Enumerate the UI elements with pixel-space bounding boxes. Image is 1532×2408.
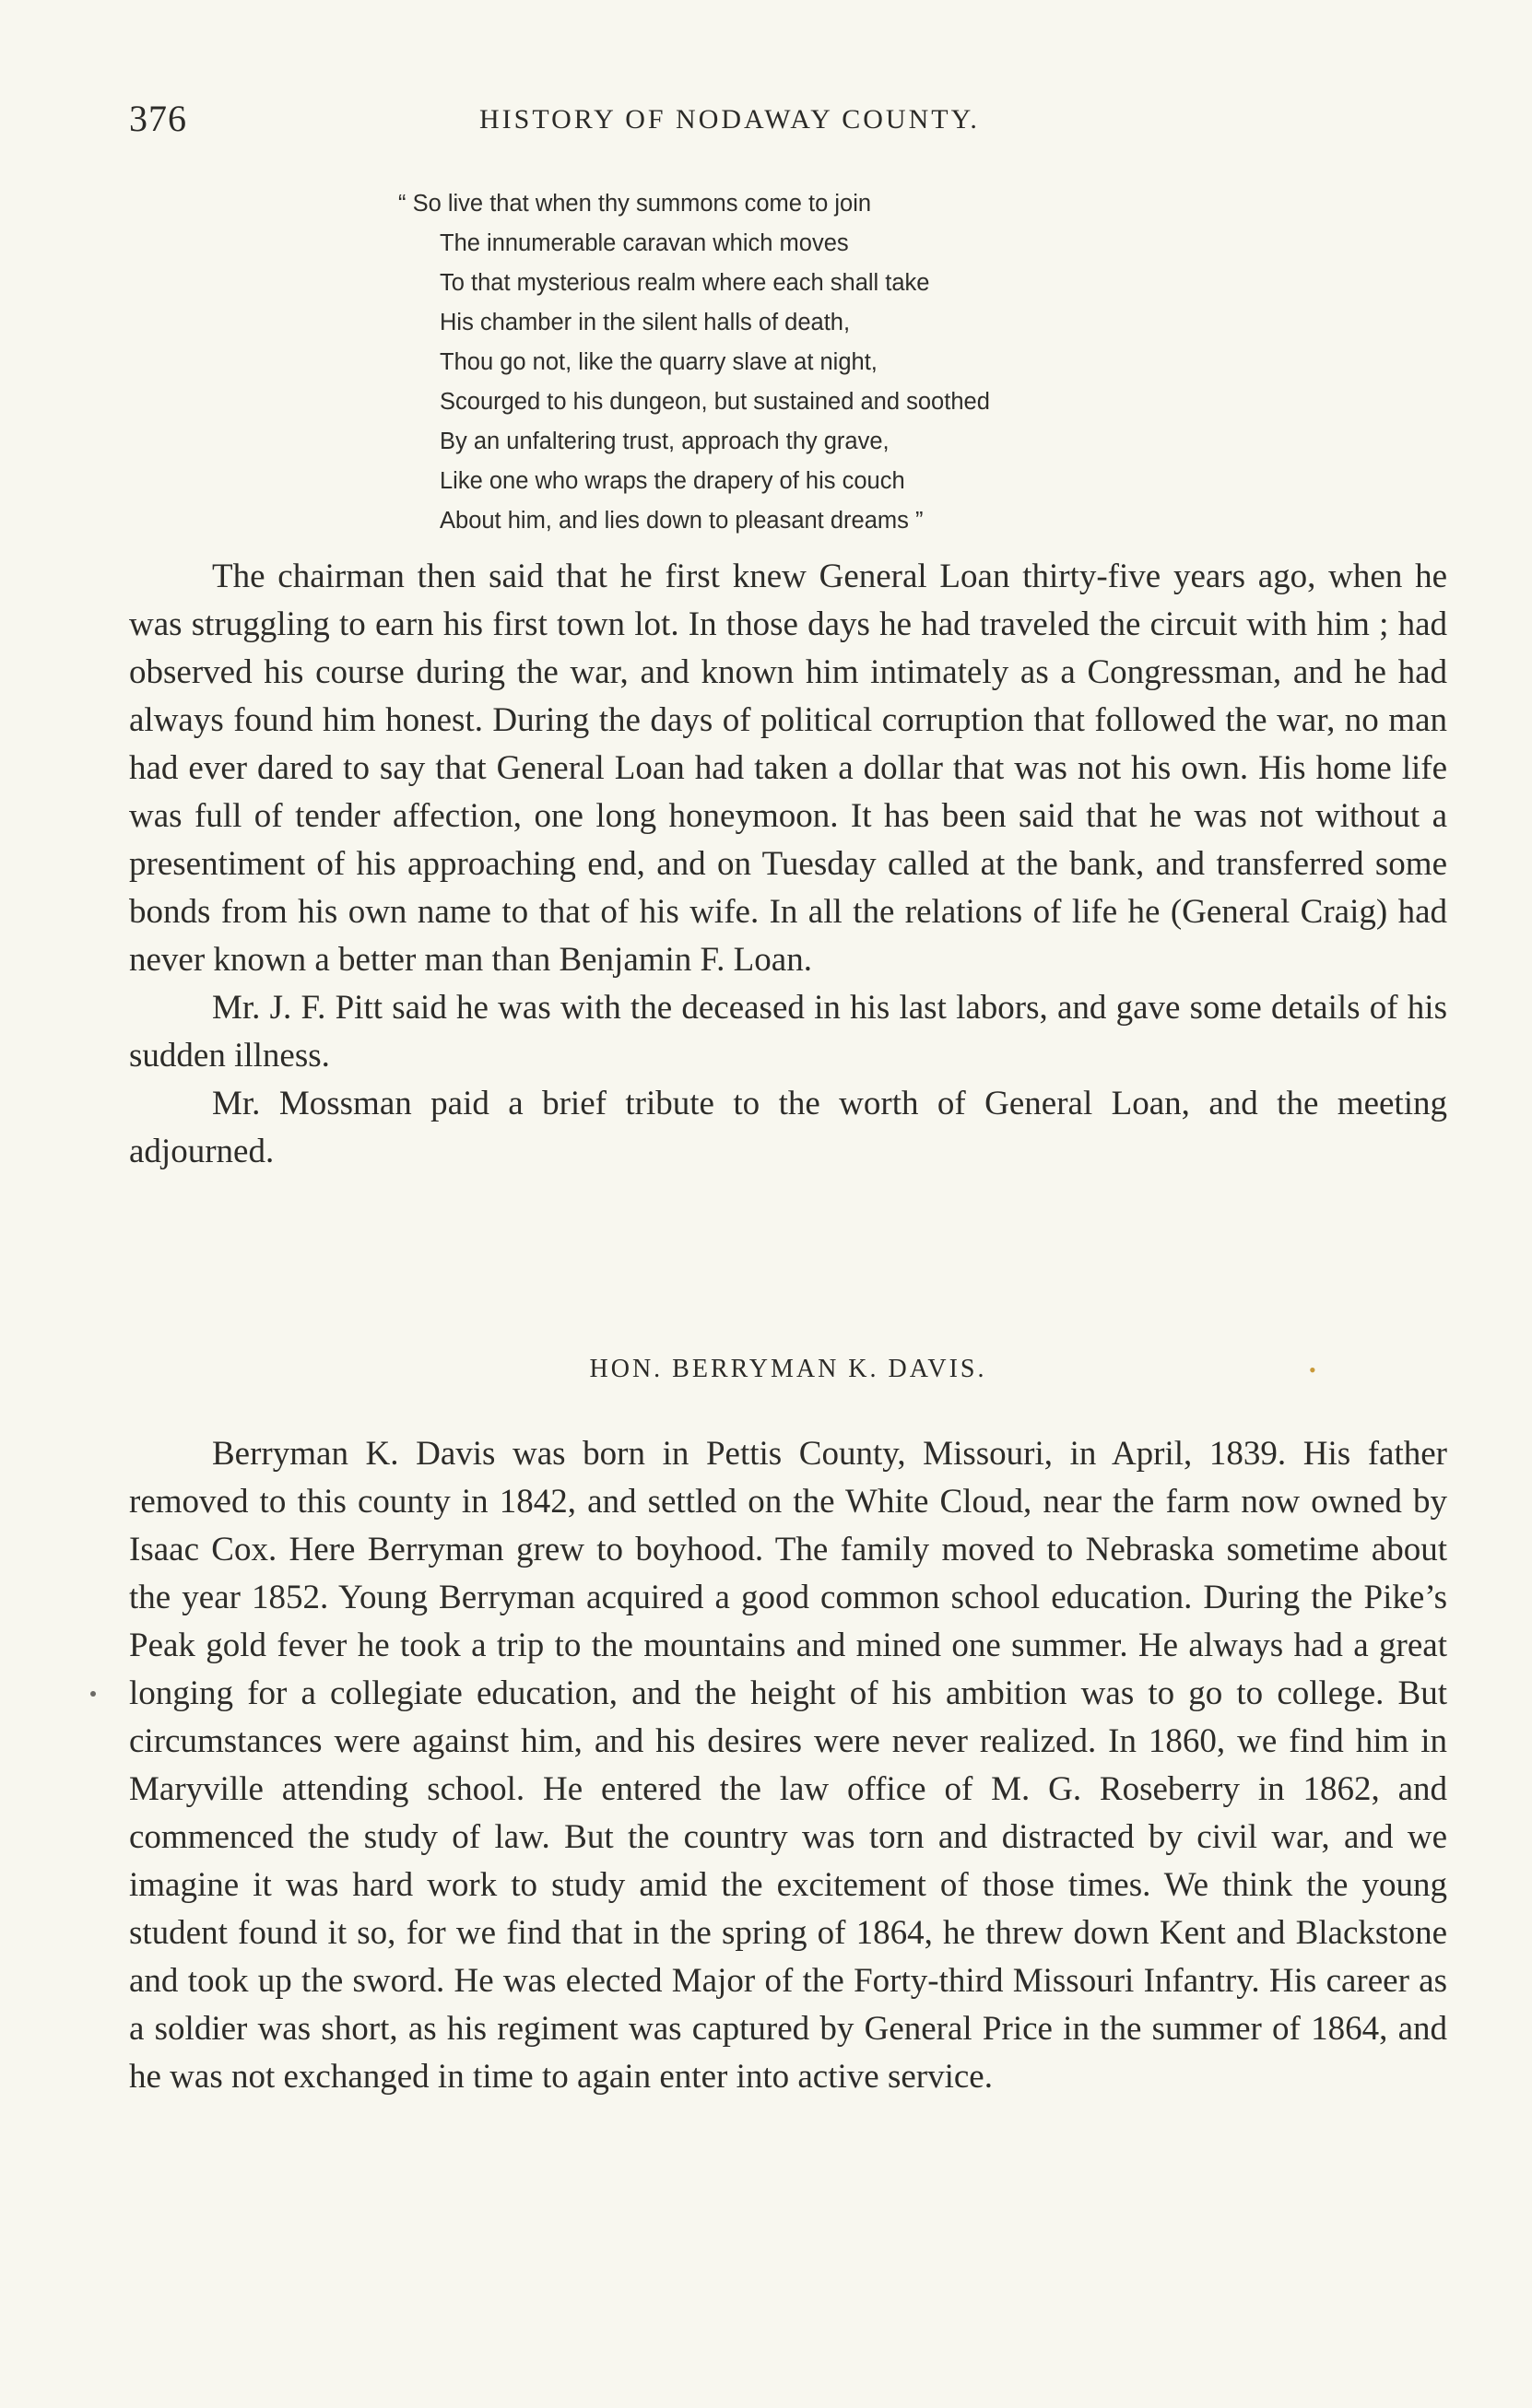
- running-head: HISTORY OF NODAWAY COUNTY.: [479, 104, 980, 135]
- printer-mark-icon: •: [1309, 1358, 1316, 1381]
- paragraph-chairman: The chairman then said that he first knew General Loan thirty-five years ago, when he was struggling to earn his first town lot. In those days he had traveled the circuit with him ; had observed his course during the war, and known him intimately as a Congressman, and he had always found him honest. During the days of political corruption that followed the war, no man had ever dared to say that General Loan had taken a dollar that was not his own. His home life was full of tender affection, one long honeymoon. It has been said that he was not without a presentiment of his approaching end, and on Tuesday called at the bank, and transferred some bonds from his own name to that of his wife. In all the relations of life he (General Craig) had never known a better man than Benjamin F. Loan.: [129, 558, 1447, 979]
- margin-dot-icon: [90, 1691, 96, 1697]
- poem-line: To that mysterious realm where each shall take: [440, 270, 930, 296]
- poem-line: About him, and lies down to pleasant dreams ”: [440, 508, 924, 534]
- paragraph-pitt: Mr. J. F. Pitt said he was with the deceased in his last labors, and gave some details of his sudden illness.: [129, 989, 1447, 1075]
- poem-line: His chamber in the silent halls of death,: [440, 310, 851, 335]
- paragraph-mossman: Mr. Mossman paid a brief tribute to the worth of General Loan, and the meeting adjourned.: [129, 1085, 1447, 1170]
- davis-biography-section: [129, 1430, 1447, 2101]
- poem-line: Like one who wraps the drapery of his couch: [440, 468, 905, 494]
- poem-quotation: [398, 184, 1320, 541]
- poem-line: By an unfaltering trust, approach thy grave,: [440, 429, 890, 454]
- page-header: [129, 97, 1456, 152]
- loan-tribute-section: [129, 553, 1447, 1176]
- poem-line: Scourged to his dungeon, but sustained and soothed: [440, 389, 990, 415]
- paragraph-davis-biography: Berryman K. Davis was born in Pettis County, Missouri, in April, 1839. His father removed to this county in 1842, and settled on the White Cloud, near the farm now owned by Isaac Cox. Here Berryman grew to boyhood. The family moved to Nebraska sometime about the year 1852. Young Berryman acquired a good common school education. During the Pike’s Peak gold fever he took a trip to the mountains and mined one summer. He always had a great longing for a collegiate education, and the height of his ambition was to go to college. But circumstances were against him, and his desires were never realized. In 1860, we find him in Maryville attending school. He entered the law office of M. G. Roseberry in 1862, and commenced the study of law. But the country was torn and distracted by civil war, and we imagine it was hard work to study amid the excitement of those times. We think the young student found it so, for we find that in the spring of 1864, he threw down Kent and Blackstone and took up the sword. He was elected Major of the Forty-third Missouri Infantry. His career as a soldier was short, as his regiment was captured by General Price in the summer of 1864, and he was not exchanged in time to again enter into active service.: [129, 1435, 1447, 2096]
- poem-line: The innumerable caravan which moves: [440, 230, 849, 256]
- section-heading-davis: HON. BERRYMAN K. DAVIS.: [589, 1355, 987, 1383]
- page-number: 376: [129, 98, 187, 139]
- poem-line: “ So live that when thy summons come to join: [398, 191, 872, 217]
- poem-line: Thou go not, like the quarry slave at night,: [440, 349, 878, 375]
